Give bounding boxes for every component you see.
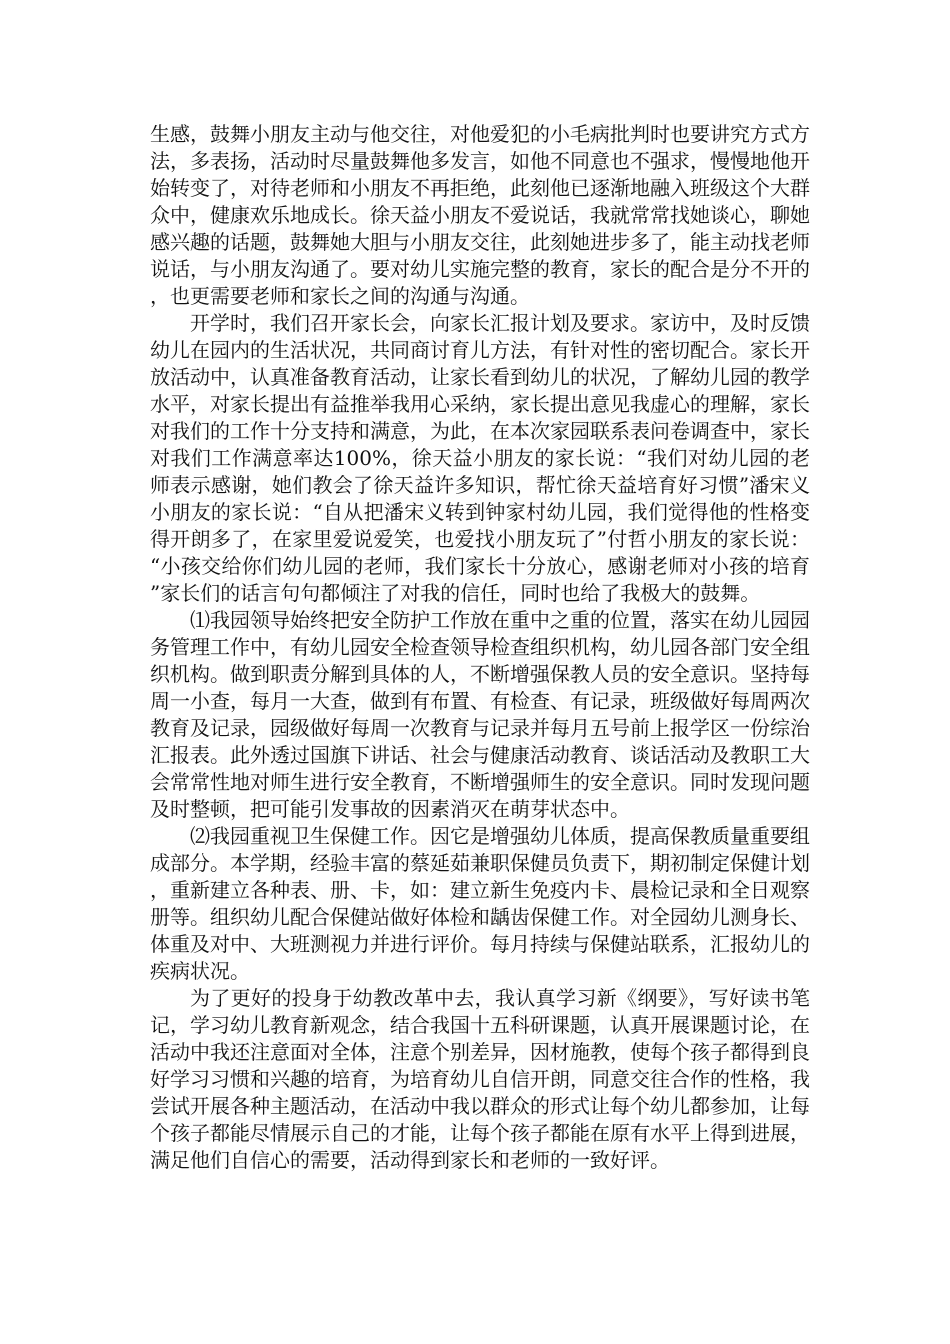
paragraph-1: 生感，鼓舞小朋友主动与他交往，对他爱犯的小毛病批判时也要讲究方式方法，多表扬，活动时尽量鼓舞他多发言，如他不同意也不强求，慢慢地他开始转变了，对待老师和小朋友不再拒绝，此刻他已逐渐地融入班级这个大群众中，健康欢乐地成长。徐天益小朋友不爱说话，我就常常找她谈心，聊她感兴趣的话题，鼓舞她大胆与小朋友交往，此刻她进步多了，能主动找老师说话，与小朋友沟通了。要对幼儿实施完整的教育，家长的配合是分不开的，也更需要老师和家长之间的沟通与沟通。 bbox=[150, 122, 810, 308]
paragraph-4: ⑵我园重视卫生保健工作。因它是增强幼儿体质，提高保教质量重要组成部分。本学期，经验丰富的蔡延茹兼职保健员负责下，期初制定保健计划，重新建立各种表、册、卡，如：建立新生免疫内卡、晨检记录和全日观察册等。组织幼儿配合保健站做好体检和龋齿保健工作。对全园幼儿测身长、体重及对中、大班测视力并进行评价。每月持续与保健站联系，汇报幼儿的疾病状况。 bbox=[150, 824, 810, 983]
paragraph-5: 为了更好的投身于幼教改革中去，我认真学习新《纲要》，写好读书笔记，学习幼儿教育新观念，结合我国十五科研课题，认真开展课题讨论，在活动中我还注意面对全体，注意个别差异，因材施教，使每个孩子都得到良好学习习惯和兴趣的培育，为培育幼儿自信开朗，同意交往合作的性格，我尝试开展各种主题活动，在活动中我以群众的形式让每个幼儿都参加，让每个孩子都能尽情展示自己的才能，让每个孩子都能在原有水平上得到进展，满足他们自信心的需要，活动得到家长和老师的一致好评。 bbox=[150, 986, 810, 1172]
document-body bbox=[150, 121, 810, 1174]
paragraph-2: 开学时，我们召开家长会，向家长汇报计划及要求。家访中，及时反馈幼儿在园内的生活状况，共同商讨育儿方法，有针对性的密切配合。家长开放活动中，认真准备教育活动，让家长看到幼儿的状况，了解幼儿园的教学水平，对家长提出有益推举我用心采纳，家长提出意见我虚心的理解，家长对我们的工作十分支持和满意，为此，在本次家园联系表问卷调查中，家长对我们工作满意率达100%，徐天益小朋友的家长说：“我们对幼儿园的老师表示感谢，她们教会了徐天益许多知识，帮忙徐天益培育好习惯”潘宋义小朋友的家长说：“自从把潘宋义转到钟家村幼儿园，我们觉得他的性格变得开朗多了，在家里爱说爱笑，也爱找小朋友玩了”付哲小朋友的家长说：“小孩交给你们幼儿园的老师，我们家长十分放心，感谢老师对小孩的培育”家长们的话言句句都倾注了对我的信任，同时也给了我极大的鼓舞。 bbox=[150, 311, 810, 605]
paragraph-3: ⑴我园领导始终把安全防护工作放在重中之重的位置，落实在幼儿园园务管理工作中，有幼儿园安全检查领导检查组织机构，幼儿园各部门安全组织机构。做到职责分解到具体的人，不断增强保教人员的安全意识。坚持每周一小查，每月一大查，做到有布置、有检查、有记录，班级做好每周两次教育及记录，园级做好每周一次教育与记录并每月五号前上报学区一份综治汇报表。此外透过国旗下讲话、社会与健康活动教育、谈话活动及教职工大会常常性地对师生进行安全教育，不断增强师生的安全意识。同时发现问题及时整顿，把可能引发事故的因素消灭在萌芽状态中。 bbox=[150, 608, 810, 821]
